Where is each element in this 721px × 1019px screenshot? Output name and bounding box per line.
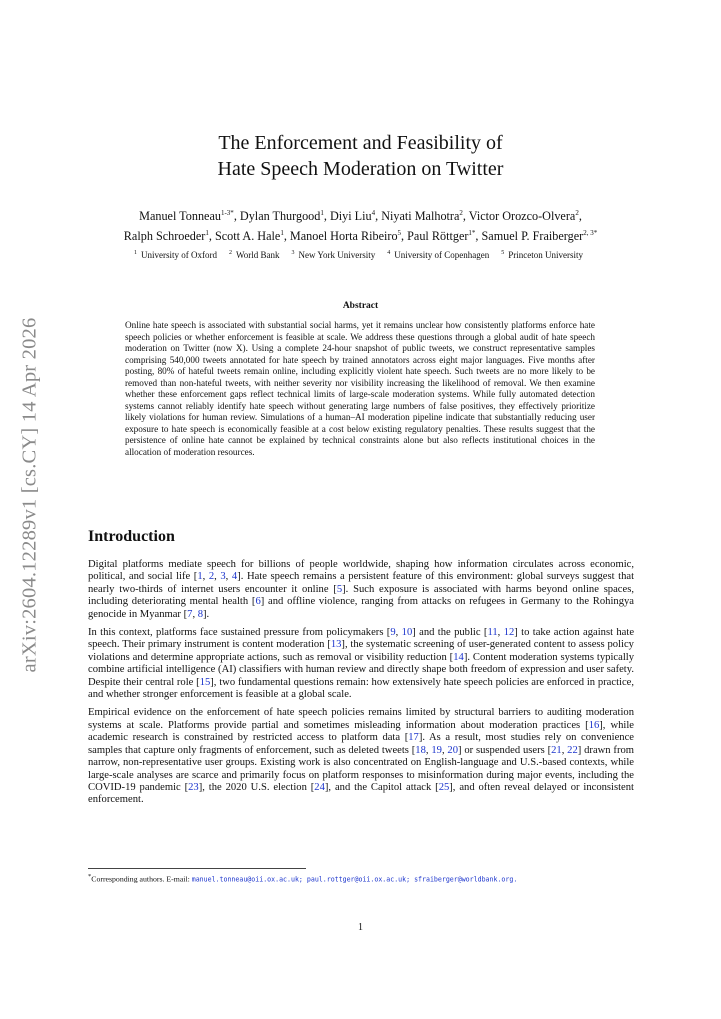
body-paragraph — [88, 627, 634, 701]
body-text: , — [214, 571, 221, 583]
email-link[interactable]: sfraiberger@worldbank.org — [414, 875, 514, 884]
body-text: ], and the Capitol attack [ — [324, 781, 439, 793]
paper-title — [60, 130, 661, 182]
body-text: ] to take action against hate speech. Their primary instrument is content moderation [ — [88, 627, 635, 651]
body-text: , — [202, 571, 209, 583]
citation-link[interactable]: 12 — [503, 627, 515, 639]
footnote-suffix: . — [513, 875, 518, 884]
affiliation-name: New York University — [298, 250, 376, 260]
author-name: Diyi Liu — [329, 209, 372, 224]
abstract-text: Online hate speech is associated with substantial social harms, yet it remains unclear how consistently platforms enforce hate speech policies or whether enforcement is feasible at scale. We address these questions through a global audit of hate speech moderation on Twitter (now X). Using a complete 24-hour snapshot of public tweets, we construct representative samples comprising 540,000 tweets annotated for hate speech by trained annotators across eight major languages. Five months after posting, 80% of hateful tweets remain online, including explicitly violent hate speech. Such tweets are no more likely to be removed than non-hateful tweets, with neither severity nor visibility increasing the likelihood of removal. We then examine whether these enforcement gaps reflect technical limits of large-scale moderation systems. While fully automated detection systems cannot reliably identify hate speech without generating large numbers of false positives, they effectively prioritize likely violations for human review. Simulations of a human–AI moderation pipeline indicate that substantially reducing user exposure to hate speech is economically feasible at a cost below existing regulatory penalties. These results suggest that the persistence of online hate cannot be explained by technical constraints alone but also reflects institutional choices in the allocation of moderation resources. — [125, 320, 595, 457]
author-affiliation-marker: 5 — [397, 229, 402, 238]
body-text: ] or suspended users [ — [458, 744, 552, 756]
author-separator: , — [283, 229, 290, 244]
affiliation-item — [134, 250, 221, 260]
affiliation-number: 5 — [501, 250, 505, 256]
citation-link[interactable]: 11 — [487, 627, 498, 639]
citation-link[interactable]: 22 — [567, 744, 578, 756]
body-text: ], while academic research is constrained by restricted access to platform data [ — [88, 719, 634, 744]
body-text: In this context, platforms face sustained pressure from policymakers [ — [88, 627, 391, 639]
citation-link[interactable]: 2 — [208, 571, 215, 583]
body-text: , — [225, 571, 232, 583]
body-text: ]. Content moderation systems typically combine artificial intelligence (AI) classifiers with human review and directly shape both freedom of expression and user safety. Despite their central role [ — [88, 651, 634, 688]
introduction-body — [88, 559, 634, 813]
footnote — [88, 873, 648, 884]
section-heading-introduction: Introduction — [88, 528, 175, 545]
arxiv-sidebar — [10, 295, 50, 695]
citation-link[interactable]: 14 — [453, 651, 464, 663]
title-line-1: The Enforcement and Feasibility of — [218, 132, 503, 154]
body-text: ] drawn from narrow, non-representative user groups. Existing work is also concentrated on English-language and U.S.-based contexts, while large-scale analyses are scarce and primarily focus on platform responses to misinformation during major events, including the COVID-19 pandemic [ — [88, 744, 635, 793]
affiliation-number: 3 — [291, 250, 295, 256]
citation-link[interactable]: 9 — [390, 627, 396, 639]
citation-link[interactable]: 10 — [401, 627, 413, 639]
citation-link[interactable]: 19 — [431, 744, 442, 756]
author-separator: , — [233, 209, 240, 224]
body-text: ] and offline violence, ranging from attacks on refugees in Germany to the Rohingya genocide in Myanmar [ — [88, 596, 634, 620]
affiliation-name: World Bank — [235, 250, 280, 260]
affiliation-item — [292, 250, 380, 260]
body-text: ], the systematic screening of user-generated content to assess policy violations and determine appropriate actions, such as removal or visibility reduction [ — [88, 639, 634, 663]
citation-link[interactable]: 5 — [336, 583, 343, 595]
author-name: Paul Röttger — [407, 229, 469, 244]
author-affiliation-marker: 1-3* — [220, 209, 234, 217]
abstract-heading: Abstract — [342, 301, 379, 311]
body-paragraph — [88, 707, 634, 806]
citation-link[interactable]: 1 — [197, 571, 203, 583]
affiliation-name: University of Oxford — [140, 250, 217, 260]
body-text: ]. Hate speech remains a persistent feature of this environment: global surveys suggest that nearly two-thirds of internet users encounter it online [ — [88, 571, 635, 595]
author-affiliation-marker: 1 — [205, 229, 209, 238]
affiliation-item — [387, 250, 493, 260]
body-text: Empirical evidence on the enforcement of hate speech policies remains limited by structural barriers to auditing moderation systems at scale. Platforms provide partial and sometimes misleading information about moderation practices [ — [88, 707, 634, 731]
affiliation-item — [229, 250, 284, 260]
footnote-text: Corresponding authors. E-mail: — [91, 874, 192, 884]
author-separator: , — [208, 229, 215, 244]
body-text: ]. — [203, 608, 210, 620]
body-paragraph — [88, 559, 634, 621]
body-text: , — [561, 744, 568, 756]
author-separator: , — [578, 209, 582, 224]
email-separator: ; — [406, 875, 415, 884]
author-separator: , — [462, 209, 469, 224]
body-text: Digital platforms mediate speech for billions of people worldwide, shaping how information circulates across economic, political, and social life [ — [88, 559, 634, 583]
citation-link[interactable]: 21 — [551, 744, 562, 756]
citation-link[interactable]: 20 — [447, 744, 459, 756]
footnote-rule — [88, 868, 306, 869]
body-text: , — [395, 627, 402, 639]
author-name: Samuel P. Fraiberger — [481, 229, 584, 244]
author-affiliation-marker: 2, 3* — [583, 229, 598, 238]
author-separator: , — [401, 229, 408, 244]
author-name: Scott A. Hale — [214, 229, 281, 244]
author-affiliation-marker: 2 — [575, 209, 579, 217]
author-name: Dylan Thurgood — [239, 209, 321, 224]
author-affiliation-marker: 1 — [320, 209, 324, 217]
affiliation-name: Princeton University — [508, 250, 584, 260]
affiliation-number: 4 — [387, 250, 391, 256]
footnote-marker: * — [88, 873, 92, 880]
body-text: ], and often reveal delayed or inconsistent enforcement. — [88, 781, 635, 806]
citation-link[interactable]: 18 — [415, 744, 426, 756]
author-name: Ralph Schroeder — [123, 229, 206, 244]
author-separator: , — [475, 229, 482, 244]
affiliation-number: 1 — [133, 250, 137, 256]
citation-link[interactable]: 7 — [187, 608, 193, 620]
citation-link[interactable]: 6 — [255, 596, 261, 608]
author-name: Manuel Tonneau — [139, 209, 221, 224]
citation-link[interactable]: 8 — [197, 608, 204, 620]
citation-link[interactable]: 4 — [231, 571, 238, 583]
author-affiliation-marker: 1* — [468, 229, 476, 238]
affiliation-number: 2 — [228, 250, 232, 256]
author-affiliation-marker: 1 — [280, 229, 284, 238]
email-separator: ; — [298, 875, 307, 884]
citation-link[interactable]: 15 — [199, 676, 211, 688]
citation-link[interactable]: 25 — [438, 781, 450, 793]
body-text: , — [497, 627, 504, 639]
body-text: ]. Such exposure is associated with harms beyond online spaces, including deteriorating mental health [ — [88, 583, 634, 608]
citation-link[interactable]: 16 — [588, 719, 600, 731]
arxiv-identifier: arXiv:2604.12289v1 [cs.CY] 14 Apr 2026 — [18, 317, 41, 673]
author-separator: , — [323, 209, 330, 224]
citation-link[interactable]: 3 — [220, 571, 226, 583]
author-name: Niyati Malhotra — [381, 209, 460, 224]
body-text: , — [441, 744, 448, 756]
body-text: ]. As a result, most studies rely on convenience samples that capture only fragments of enforcement, such as deleted tweets [ — [88, 732, 634, 756]
citation-link[interactable]: 17 — [408, 732, 419, 744]
body-text: ], the 2020 U.S. election [ — [198, 781, 315, 793]
affiliation-list — [60, 250, 661, 260]
citation-link[interactable]: 13 — [330, 639, 342, 651]
affiliation-item — [501, 250, 587, 260]
title-line-2: Hate Speech Moderation on Twitter — [217, 158, 504, 180]
body-text: , — [192, 608, 198, 620]
author-list — [60, 205, 661, 245]
citation-link[interactable]: 24 — [314, 781, 325, 793]
author-affiliation-marker: 4 — [371, 209, 376, 217]
body-text: , — [425, 744, 432, 756]
body-text: ] and the public [ — [412, 627, 488, 639]
email-link[interactable]: paul.rottger@oii.ox.ac.uk — [306, 875, 407, 884]
affiliation-name: University of Copenhagen — [394, 250, 490, 260]
email-link[interactable]: manuel.tonneau@oii.ox.ac.uk — [191, 875, 299, 884]
page-number: 1 — [358, 922, 363, 933]
author-name: Manoel Horta Ribeiro — [289, 229, 398, 244]
author-separator: , — [375, 209, 382, 224]
author-affiliation-marker: 2 — [459, 209, 463, 217]
citation-link[interactable]: 23 — [188, 781, 199, 793]
author-name: Victor Orozco-Olvera — [468, 209, 576, 224]
body-text: ], two fundamental questions remain: how extensively hate speech policies are enforced in practice, and whether stronger enforcement is feasible at a global scale. — [88, 676, 635, 701]
